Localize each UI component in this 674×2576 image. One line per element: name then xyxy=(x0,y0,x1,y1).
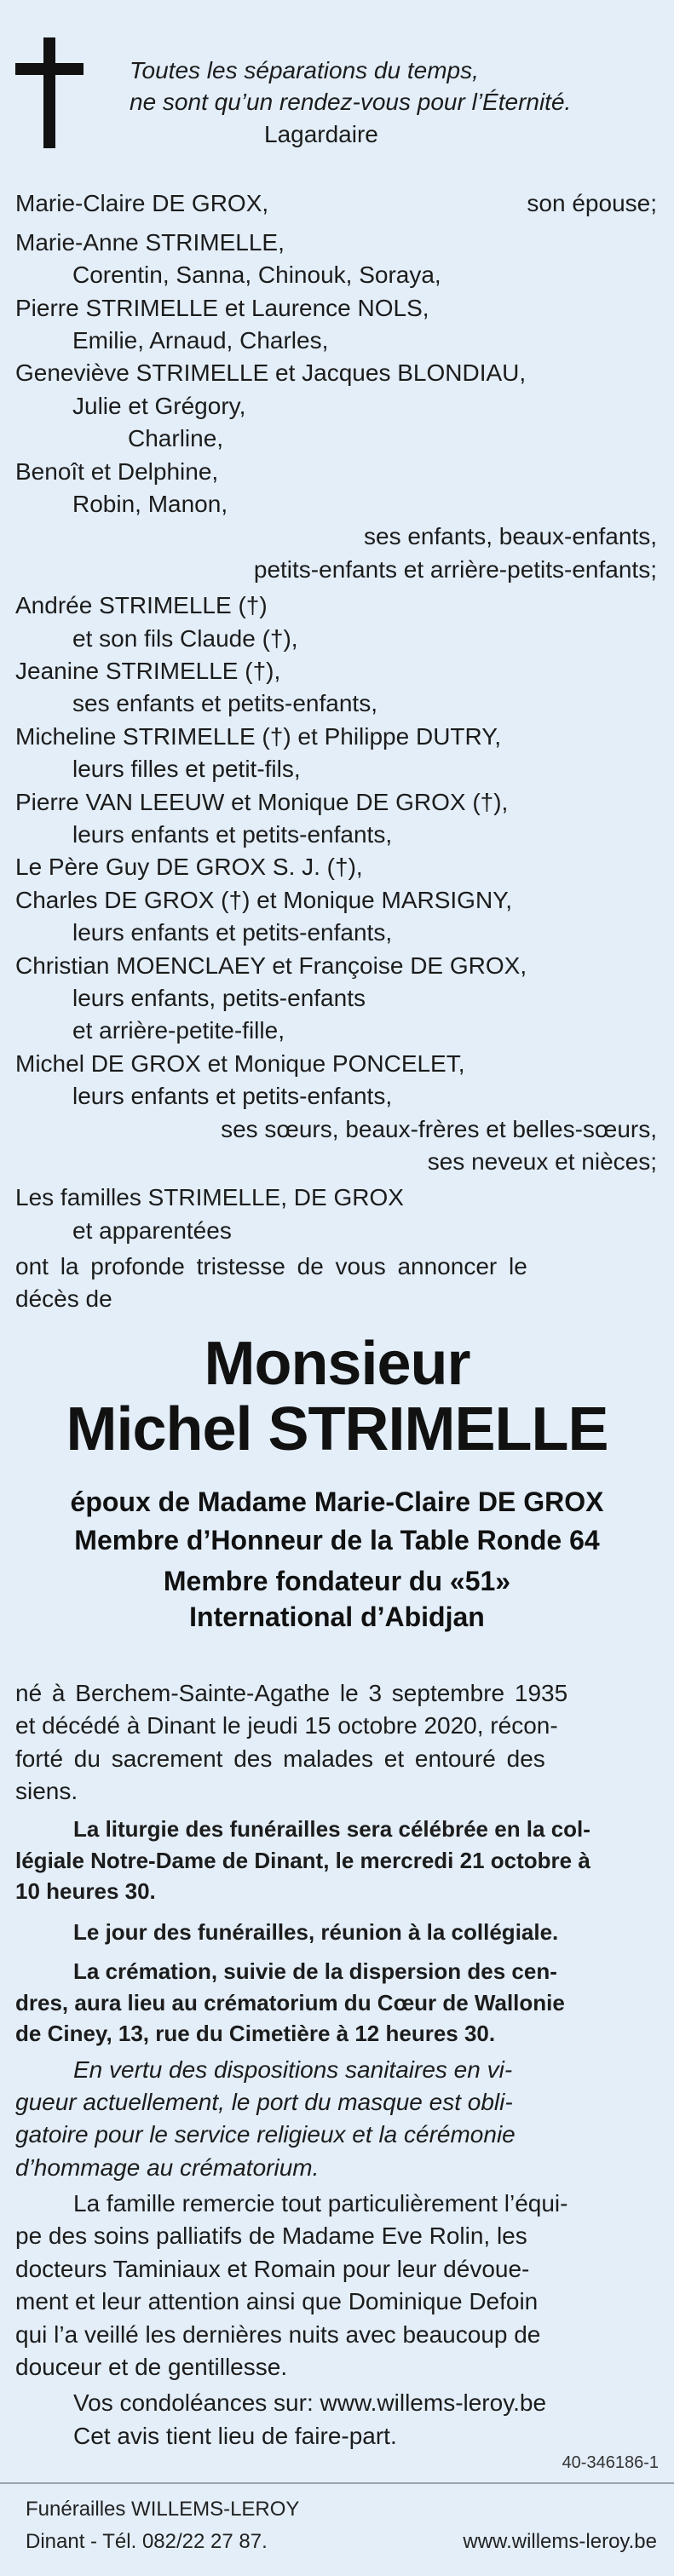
family-line: leurs filles et petit-fils, xyxy=(72,756,301,782)
sanitary-line: En vertu des dispositions sanitaires en vi- xyxy=(73,2056,513,2083)
family-line: ses enfants et petits-enfants, xyxy=(72,690,377,716)
body-line: et décédé à Dinant le jeudi 15 octobre 2020, récon- xyxy=(15,1712,558,1739)
family-line: Andrée STRIMELLE (†) xyxy=(15,592,268,618)
thanks-line: La famille remercie tout particulièrement l’équi- xyxy=(73,2190,568,2217)
family-line: ses sœurs, beaux-frères et belles-sœurs, xyxy=(221,1116,657,1142)
quote-line-2: ne sont qu’un rendez-vous pour l’Éternité. xyxy=(130,89,572,115)
reference-number: 40-346186-1 xyxy=(562,2453,659,2472)
liturgy-line: 10 heures 30. xyxy=(15,1878,156,1904)
family-line: Emilie, Arnaud, Charles, xyxy=(72,327,329,354)
family-line: petits-enfants et arrière-petits-enfants; xyxy=(253,556,657,583)
deceased-founder-org: International d’Abidjan xyxy=(189,1601,485,1632)
family-line: leurs enfants et petits-enfants, xyxy=(72,1083,393,1109)
sanitary-line: gueur actuellement, le port du masque est obli- xyxy=(15,2089,513,2115)
family-line: Corentin, Sanna, Chinouk, Soraya, xyxy=(72,262,441,288)
body-line: forté du sacrement des malades et entouré des xyxy=(15,1745,545,1772)
family-line: Le Père Guy DE GROX S. J. (†), xyxy=(15,854,363,880)
body-line: siens. xyxy=(15,1778,78,1804)
thanks-line: qui l’a veillé les dernières nuits avec beaucoup de xyxy=(15,2321,541,2348)
family-line: Christian MOENCLAEY et Françoise DE GROX, xyxy=(15,952,527,979)
family-line: ses neveux et nièces; xyxy=(427,1148,657,1175)
family-line: et son fils Claude (†), xyxy=(72,625,298,652)
thanks-line: docteurs Taminiaux et Romain pour leur dévoue- xyxy=(15,2256,530,2282)
body-line: né à Berchem-Sainte-Agathe le 3 septembre 1935 xyxy=(15,1680,568,1706)
cremation-line: La crémation, suivie de la dispersion des cen- xyxy=(73,1958,557,1984)
funeral-home-website[interactable]: www.willems-leroy.be xyxy=(463,2530,657,2553)
deceased-title: Monsieur xyxy=(204,1330,470,1398)
thanks-line: douceur et de gentillesse. xyxy=(15,2354,288,2380)
family-line: ses enfants, beaux-enfants, xyxy=(364,523,657,549)
sanitary-line: gatoire pour le service religieux et la cérémonie xyxy=(15,2121,516,2148)
family-line: Charles DE GROX (†) et Monique MARSIGNY, xyxy=(15,887,513,913)
announcement-line-1: ont la profonde tristesse de vous annoncer le xyxy=(15,1253,527,1279)
announcement-line-2: décès de xyxy=(15,1285,112,1312)
deceased-honor: Membre d’Honneur de la Table Ronde 64 xyxy=(74,1525,600,1555)
gathering-line: Le jour des funérailles, réunion à la collégiale. xyxy=(73,1919,559,1945)
family-line: Michel DE GROX et Monique PONCELET, xyxy=(15,1050,465,1077)
family-line: Micheline STRIMELLE (†) et Philippe DUTRY, xyxy=(15,723,502,750)
funeral-home-address: Dinant - Tél. 082/22 27 87. xyxy=(26,2530,268,2553)
cremation-line: de Ciney, 13, rue du Cimetière à 12 heures 30. xyxy=(15,2021,496,2046)
latin-cross-icon xyxy=(15,37,84,148)
family-line: Geneviève STRIMELLE et Jacques BLONDIAU, xyxy=(15,359,527,386)
family-line: Charline, xyxy=(128,425,224,451)
family-line: et arrière-petite-fille, xyxy=(72,1017,285,1044)
deceased-name: Michel STRIMELLE xyxy=(66,1395,608,1463)
sanitary-line: d’hommage au crématorium. xyxy=(15,2154,320,2181)
family-line: Benoît et Delphine, xyxy=(15,458,219,485)
wife-role: son épouse; xyxy=(527,190,657,216)
thanks-line: pe des soins palliatifs de Madame Eve Rolin, les xyxy=(15,2222,527,2249)
liturgy-line: La liturgie des funérailles sera célébrée en la col- xyxy=(73,1816,590,1842)
family-line: Marie-Anne STRIMELLE, xyxy=(15,229,285,256)
family-line: Les familles STRIMELLE, DE GROX xyxy=(15,1184,404,1210)
cremation-line: dres, aura lieu au crématorium du Cœur de Wallonie xyxy=(15,1990,565,2015)
notice-line: Cet avis tient lieu de faire-part. xyxy=(73,2423,397,2449)
family-line: Pierre VAN LEEUW et Monique DE GROX (†), xyxy=(15,789,509,815)
wife-name: Marie-Claire DE GROX, xyxy=(15,190,269,216)
family-line: Jeanine STRIMELLE (†), xyxy=(15,658,281,684)
family-line: leurs enfants et petits-enfants, xyxy=(72,821,393,848)
quote-author: Lagardaire xyxy=(264,121,378,147)
family-line: leurs enfants, petits-enfants xyxy=(72,985,366,1011)
quote-line-1: Toutes les séparations du temps, xyxy=(130,57,479,83)
condolences-line: Vos condoléances sur: www.willems-leroy.be xyxy=(73,2389,547,2416)
family-line: Robin, Manon, xyxy=(72,491,228,517)
deceased-spouse: époux de Madame Marie-Claire DE GROX xyxy=(70,1486,604,1517)
family-line: Pierre STRIMELLE et Laurence NOLS, xyxy=(15,295,429,321)
thanks-line: ment et leur attention ainsi que Dominique Defoin xyxy=(15,2288,539,2314)
funeral-home-name: Funérailles WILLEMS-LEROY xyxy=(26,2498,300,2521)
family-line: leurs enfants et petits-enfants, xyxy=(72,919,393,946)
liturgy-line: légiale Notre-Dame de Dinant, le mercredi 21 octobre à xyxy=(15,1848,590,1873)
family-line: et apparentées xyxy=(72,1217,232,1244)
footer-divider xyxy=(0,2482,674,2484)
deceased-founder: Membre fondateur du «51» xyxy=(163,1566,511,1596)
family-line: Julie et Grégory, xyxy=(72,393,246,419)
